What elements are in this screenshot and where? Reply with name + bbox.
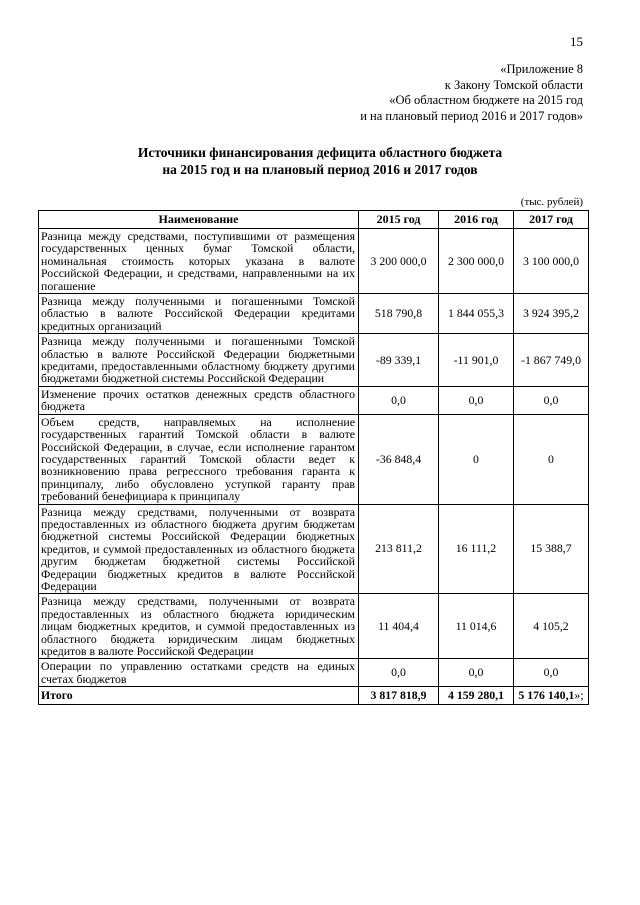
value-2015: -36 848,4: [359, 414, 439, 504]
value-2016: 11 014,6: [439, 594, 514, 659]
table-row: [39, 386, 589, 414]
value-2016: 1 844 055,3: [439, 294, 514, 334]
value-2017: 0,0: [514, 659, 589, 687]
value-2016: -11 901,0: [439, 334, 514, 387]
appendix-line: к Закону Томской области: [444, 77, 583, 92]
row-name: Объем средств, направляемых на исполнение государственных гарантий Томской области в валюте Российской Федерации, в случае, если исполнение гарантом государственных гарантий Томской области ведет к возникновению права регрессного требования гаранта к принципалу, либо обусловлено уступкой гаранту прав требований бенефициара к принципалу: [39, 414, 359, 504]
table-row: [39, 659, 589, 687]
financing-sources-table: [38, 210, 589, 705]
row-name: Разница между средствами, полученными от возврата предоставленных из областного бюджета другим бюджетам бюджетной системы Российской Федерации бюджетных кредитов, и суммой предоставленных из областного бюджета другим бюджетам бюджетной системы Российской Федерации бюджетных кредитов в валюте Российской Федерации: [39, 504, 359, 594]
value-2015: 213 811,2: [359, 504, 439, 594]
total-2017-value: 5 176 140,1: [518, 688, 575, 703]
row-name: Операции по управлению остатками средств на единых счетах бюджетов: [39, 659, 359, 687]
value-2017: 15 388,7: [514, 504, 589, 594]
value-2015: 11 404,4: [359, 594, 439, 659]
table-row: [39, 594, 589, 659]
row-name: Разница между полученными и погашенными Томской областью в валюте Российской Федерации кредитами кредитных организаций: [39, 294, 359, 334]
header-2016: 2016 год: [439, 211, 514, 229]
value-2015: 3 200 000,0: [359, 229, 439, 294]
table-row: [39, 229, 589, 294]
value-2017: -1 867 749,0: [514, 334, 589, 387]
value-2015: 0,0: [359, 659, 439, 687]
total-row: [39, 687, 589, 705]
closing-quote: »;: [574, 688, 584, 703]
total-2015: 3 817 818,9: [359, 687, 439, 705]
value-2015: 0,0: [359, 386, 439, 414]
total-2017: [514, 687, 589, 705]
header-name: Наименование: [39, 211, 359, 229]
header-row: [39, 211, 589, 229]
row-name: Разница между средствами, полученными от возврата предоставленных из областного бюджета юридическим лицам бюджетных кредитов, и суммой предоставленных из областного бюджета юридическим лицам бюджетных кредитов в валюте Российской Федерации: [39, 594, 359, 659]
total-2016: 4 159 280,1: [439, 687, 514, 705]
document-title: [0, 144, 640, 178]
value-2015: -89 339,1: [359, 334, 439, 387]
title-line: Источники финансирования дефицита областного бюджета: [137, 145, 503, 160]
appendix-line: «Об областном бюджете на 2015 год: [389, 93, 583, 107]
row-name: Разница между средствами, поступившими от размещения государственных ценных бумаг Томской области, номинальная стоимость которых указана в валюте Российской Федерации, и средствами, направленными на их погашение: [39, 229, 359, 294]
total-label: Итого: [39, 687, 359, 705]
title-line: на 2015 год и на плановый период 2016 и 2017 годов: [162, 162, 478, 177]
value-2017: 0,0: [514, 386, 589, 414]
value-2015: 518 790,8: [359, 294, 439, 334]
value-2017: 4 105,2: [514, 594, 589, 659]
table-row: [39, 334, 589, 387]
table-row: [39, 504, 589, 594]
row-name: Разница между полученными и погашенными Томской областью в валюте Российской Федерации бюджетными кредитами, предоставленными областному бюджету другими бюджетами бюджетной системы Российской Федерации: [39, 334, 359, 387]
table-row: [39, 414, 589, 504]
units-note: (тыс. рублей): [520, 196, 583, 208]
value-2016: 0: [439, 414, 514, 504]
table-row: [39, 294, 589, 334]
value-2016: 0,0: [439, 659, 514, 687]
value-2016: 16 111,2: [439, 504, 514, 594]
value-2017: 3 100 000,0: [514, 229, 589, 294]
value-2016: 0,0: [439, 386, 514, 414]
header-2015: 2015 год: [359, 211, 439, 229]
value-2017: 3 924 395,2: [514, 294, 589, 334]
page-number: 15: [570, 34, 583, 49]
value-2017: 0: [514, 414, 589, 504]
appendix-line: «Приложение 8: [500, 62, 583, 76]
appendix-header: [360, 62, 583, 124]
appendix-line: и на плановый период 2016 и 2017 годов»: [360, 108, 583, 123]
value-2016: 2 300 000,0: [439, 229, 514, 294]
row-name: Изменение прочих остатков денежных средств областного бюджета: [39, 386, 359, 414]
header-2017: 2017 год: [514, 211, 589, 229]
